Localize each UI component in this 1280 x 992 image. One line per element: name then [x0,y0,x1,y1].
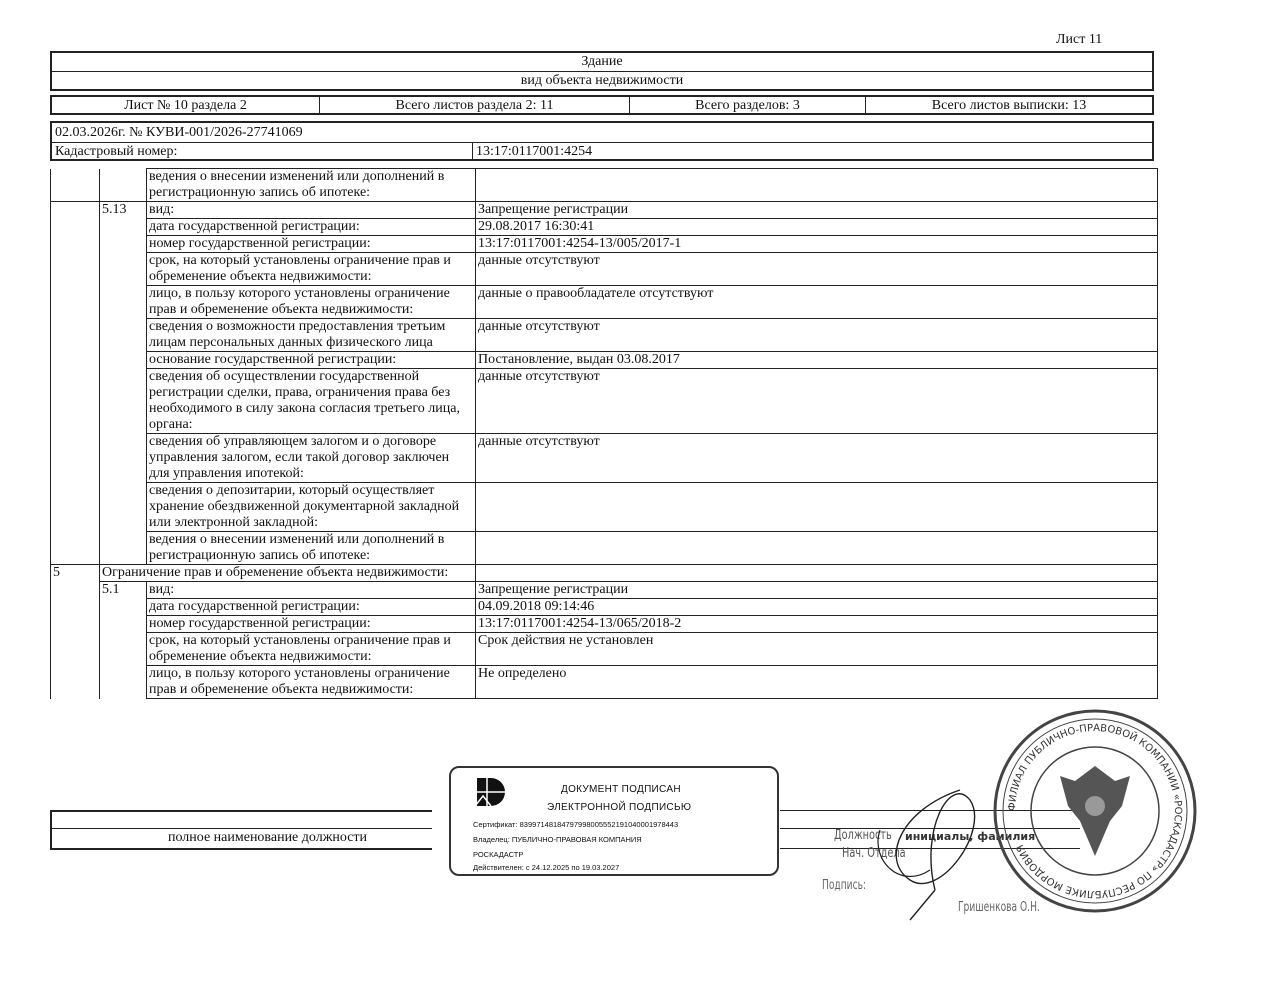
row-item-number [100,319,147,352]
row-value [476,532,1158,565]
table-row [51,219,1158,236]
row-item-number [100,599,147,616]
row-item-number [100,616,147,633]
stamp-signer-name: Гришенкова О.Н. [958,900,1040,915]
row-label: ведения о внесении изменений или дополнений в регистрационную запись об ипотеке: [147,532,476,565]
table-row [51,169,1158,202]
esig-owner: Владелец: ПУБЛИЧНО-ПРАВОВАЯ КОМПАНИЯ [473,835,642,844]
row-label: сведения об осуществлении государственной регистрации сделки, права, ограничения права без необходимого в силу закона согласия третьего лица, органа: [147,369,476,434]
row-item-number [100,434,147,483]
section-number: 5 [51,565,100,582]
object-type-header [50,51,1154,91]
table-row [51,286,1158,319]
object-type-name: Здание [581,54,623,69]
row-value: данные отсутствуют [476,253,1158,286]
roskadastr-logo-icon [473,776,507,810]
row-label: вид: [147,202,476,219]
row-value: 29.08.2017 16:30:41 [476,219,1158,236]
row-item-number [100,253,147,286]
sheet-number: Лист 11 [1056,32,1103,47]
row-label: сведения о депозитарии, который осуществляет хранение обездвиженной документарной закладной или электронной закладной: [147,483,476,532]
row-section-number [51,352,100,369]
table-row [51,599,1158,616]
extract-number: 02.03.2026г. № КУВИ-001/2026-27741069 [55,125,303,140]
row-section-number [51,666,100,699]
row-item-number: 5.13 [100,202,147,219]
section-value [476,565,1158,582]
row-section-number [51,369,100,434]
esig-certificate: Сертификат: 83997148184797998005552191040001978443 [473,820,679,829]
row-item-number [100,369,147,434]
stamp-initials-label: инициалы, фамилия [905,830,1036,843]
table-row [51,616,1158,633]
row-section-number [51,169,100,202]
row-section-number [51,616,100,633]
row-value: данные отсутствуют [476,369,1158,434]
row-value: данные отсутствуют [476,434,1158,483]
row-value: Постановление, выдан 03.08.2017 [476,352,1158,369]
encumbrance-table [50,168,1158,699]
row-section-number [51,286,100,319]
total-sheets-section: Всего листов раздела 2: 11 [320,97,630,113]
cadastral-value: 13:17:0117001:4254 [476,144,593,159]
row-value [476,169,1158,202]
row-section-number [51,253,100,286]
row-item-number [100,666,147,699]
row-section-number [51,236,100,253]
row-value [476,483,1158,532]
official-seal-icon [990,706,1200,916]
row-item-number [100,532,147,565]
table-row [51,253,1158,286]
esig-validity: Действителен: с 24.12.2025 по 19.03.2027 [473,863,620,872]
row-label: номер государственной регистрации: [147,236,476,253]
table-row [51,532,1158,565]
total-sections: Всего разделов: 3 [630,97,866,113]
table-row [51,236,1158,253]
table-row [51,483,1158,532]
stamp-signature-label: Подпись: [822,878,867,893]
row-section-number [51,202,100,219]
table-row [51,202,1158,219]
row-item-number [100,169,147,202]
section-title: Ограничение прав и обременение объекта недвижимости: [100,565,476,582]
row-value: Не определено [476,666,1158,699]
cadastral-label: Кадастровый номер: [55,144,178,159]
table-row [51,434,1158,483]
row-label: лицо, в пользу которого установлены ограничение прав и обременение объекта недвижимости: [147,286,476,319]
row-value: 13:17:0117001:4254-13/065/2018-2 [476,616,1158,633]
row-section-number [51,582,100,599]
row-section-number [51,483,100,532]
row-label: дата государственной регистрации: [147,599,476,616]
row-label: срок, на который установлены ограничение прав и обременение объекта недвижимости: [147,253,476,286]
stamp-position-label: Должность [834,828,892,843]
row-section-number [51,319,100,352]
row-value: данные о правообладателе отсутствуют [476,286,1158,319]
row-label: номер государственной регистрации: [147,616,476,633]
row-item-number [100,236,147,253]
row-item-number [100,483,147,532]
total-sheets-extract: Всего листов выписки: 13 [931,98,1087,113]
object-type-caption: вид объекта недвижимости [520,73,684,88]
row-value: данные отсутствуют [476,319,1158,352]
row-label: срок, на который установлены ограничение прав и обременение объекта недвижимости: [147,633,476,666]
sheet-of-section: Лист № 10 раздела 2 [52,97,320,113]
row-label: сведения об управляющем залогом и о договоре управления залогом, если такой договор заключен для управления ипотекой: [147,434,476,483]
row-value: 13:17:0117001:4254-13/005/2017-1 [476,236,1158,253]
seal-text: ФИЛИАЛ ПУБЛИЧНО-ПРАВОВОЙ КОМПАНИИ «РОСКАДАСТР» ПО РЕСПУБЛИКЕ МОРДОВИЯ [1006,722,1184,900]
row-item-number: 5.1 [100,582,147,599]
row-label: основание государственной регистрации: [147,352,476,369]
row-value: 04.09.2018 09:14:46 [476,599,1158,616]
row-section-number [51,219,100,236]
table-row [51,582,1158,599]
table-row [51,633,1158,666]
esig-title-2: ЭЛЕКТРОННОЙ ПОДПИСЬЮ [547,802,692,813]
electronic-signature-block [449,766,779,876]
row-item-number [100,633,147,666]
esig-owner-name: РОСКАДАСТР [473,850,524,859]
row-item-number [100,286,147,319]
table-row [51,369,1158,434]
row-value: Запрещение регистрации [476,582,1158,599]
stamp-department: Нач. Отдела [842,846,906,861]
row-item-number [100,352,147,369]
esig-title-1: ДОКУМЕНТ ПОДПИСАН [561,784,681,795]
row-value: Срок действия не установлен [476,633,1158,666]
table-row [51,352,1158,369]
row-label: сведения о возможности предоставления третьим лицам персональных данных физического лица [147,319,476,352]
table-row [51,666,1158,699]
extract-header [50,121,1154,161]
row-section-number [51,633,100,666]
row-value: Запрещение регистрации [476,202,1158,219]
row-section-number [51,599,100,616]
row-label: вид: [147,582,476,599]
row-label: ведения о внесении изменений или дополнений в регистрационную запись об ипотеке: [147,169,476,202]
position-caption: полное наименование должности [168,830,368,845]
row-item-number [100,219,147,236]
row-section-number [51,434,100,483]
table-row [51,319,1158,352]
row-section-number [51,532,100,565]
row-label: дата государственной регистрации: [147,219,476,236]
row-label: лицо, в пользу которого установлены ограничение прав и обременение объекта недвижимости: [147,666,476,699]
pagination-header [50,95,1154,115]
section-header-row [51,565,1158,582]
